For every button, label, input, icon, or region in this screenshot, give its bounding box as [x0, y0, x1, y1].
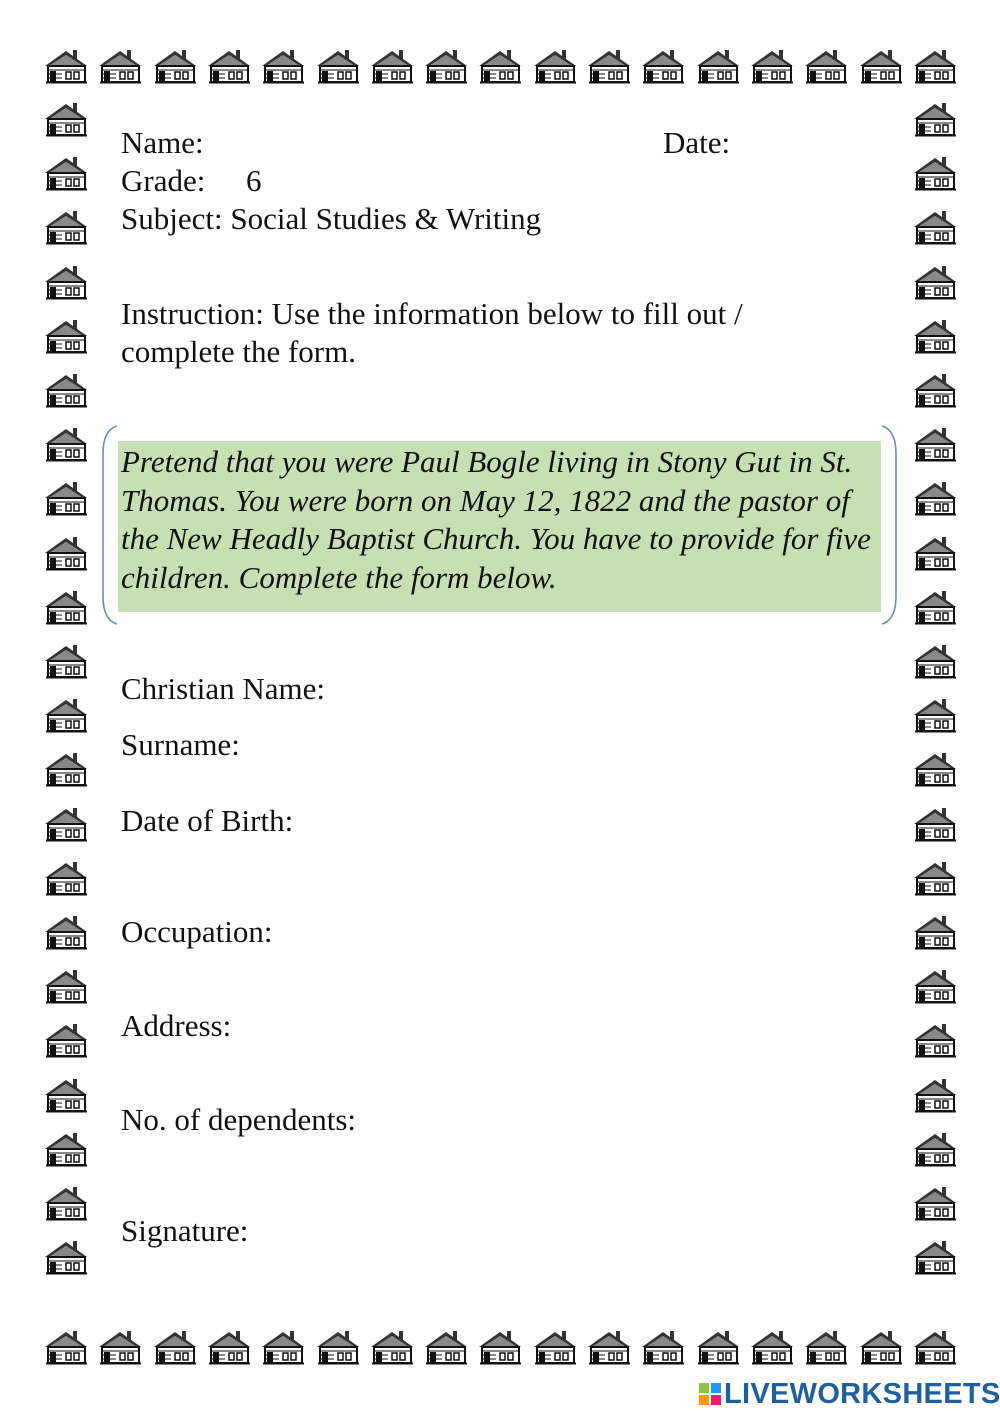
house-icon: [914, 1024, 956, 1057]
house-icon: [45, 428, 87, 461]
house-icon: [534, 1331, 576, 1364]
christian-name-label: Christian Name:: [121, 671, 326, 706]
right-bracket: [879, 424, 899, 626]
house-icon: [914, 482, 956, 515]
instruction-line-2: complete the form.: [121, 334, 356, 369]
house-icon: [805, 1331, 847, 1364]
house-icon: [914, 591, 956, 624]
liveworksheets-logo-icon: [698, 1382, 722, 1406]
house-icon: [860, 50, 902, 83]
house-icon: [914, 211, 956, 244]
house-icon: [914, 537, 956, 570]
house-icon: [642, 50, 684, 83]
house-icon: [751, 50, 793, 83]
house-icon: [45, 808, 87, 841]
house-icon: [642, 1331, 684, 1364]
house-icon: [588, 1331, 630, 1364]
house-icon: [45, 266, 87, 299]
house-icon: [45, 970, 87, 1003]
house-icon: [425, 1331, 467, 1364]
house-icon: [860, 1331, 902, 1364]
house-icon: [208, 1331, 250, 1364]
house-icon: [697, 1331, 739, 1364]
house-icon: [45, 753, 87, 786]
instruction-line-1: Instruction: Use the information below to fill out /: [121, 296, 743, 331]
house-icon: [914, 916, 956, 949]
house-icon: [45, 1024, 87, 1057]
house-icon: [45, 537, 87, 570]
house-icon: [425, 50, 467, 83]
house-icon: [45, 157, 87, 190]
house-icon: [914, 699, 956, 732]
house-icon: [45, 699, 87, 732]
house-icon: [914, 374, 956, 407]
house-icon: [45, 591, 87, 624]
house-icon: [914, 266, 956, 299]
house-icon: [914, 1331, 956, 1364]
house-icon: [45, 1187, 87, 1220]
house-icon: [262, 50, 304, 83]
house-icon: [154, 1331, 196, 1364]
grade-label: Grade:: [121, 163, 206, 198]
left-bracket: [100, 424, 120, 626]
house-icon: [588, 50, 630, 83]
house-icon: [479, 1331, 521, 1364]
house-icon: [45, 916, 87, 949]
house-icon: [45, 50, 87, 83]
house-icon: [208, 50, 250, 83]
house-icon: [99, 50, 141, 83]
address-label: Address:: [121, 1008, 232, 1043]
house-icon: [479, 50, 521, 83]
house-icon: [45, 1241, 87, 1274]
house-icon: [914, 320, 956, 353]
house-icon: [914, 862, 956, 895]
house-icon: [914, 50, 956, 83]
house-icon: [914, 753, 956, 786]
house-icon: [751, 1331, 793, 1364]
house-icon: [45, 320, 87, 353]
house-icon: [914, 428, 956, 461]
subject-line: Subject: Social Studies & Writing: [121, 201, 542, 236]
house-icon: [154, 50, 196, 83]
liveworksheets-watermark: [698, 1376, 1000, 1412]
house-icon: [914, 1079, 956, 1112]
house-icon: [45, 645, 87, 678]
scenario-text: Pretend that you were Paul Bogle living in Stony Gut in St. Thomas. You were born on May 12, 1822 and the pastor of the New Headly Baptist Church. You have to provide for five children. Complete the form below.: [121, 444, 871, 595]
house-icon: [45, 1079, 87, 1112]
house-icon: [45, 482, 87, 515]
occupation-label: Occupation:: [121, 914, 273, 949]
house-icon: [317, 1331, 359, 1364]
name-label: Name:: [121, 125, 204, 160]
house-icon: [45, 103, 87, 136]
house-icon: [371, 1331, 413, 1364]
house-icon: [262, 1331, 304, 1364]
house-icon: [45, 862, 87, 895]
house-icon: [697, 50, 739, 83]
house-icon: [534, 50, 576, 83]
house-icon: [914, 645, 956, 678]
house-icon: [914, 970, 956, 1003]
house-icon: [914, 1241, 956, 1274]
house-icon: [45, 374, 87, 407]
date-label: Date:: [663, 125, 731, 160]
house-icon: [45, 1133, 87, 1166]
house-icon: [914, 103, 956, 136]
date-of-birth-label: Date of Birth:: [121, 803, 294, 838]
house-icon: [914, 808, 956, 841]
watermark-text: LIVEWORKSHEETS: [724, 1377, 1000, 1410]
house-icon: [45, 1331, 87, 1364]
house-icon: [45, 211, 87, 244]
signature-label: Signature:: [121, 1213, 249, 1248]
house-icon: [914, 1133, 956, 1166]
house-icon: [371, 50, 413, 83]
dependents-label: No. of dependents:: [121, 1102, 357, 1137]
house-icon: [99, 1331, 141, 1364]
surname-label: Surname:: [121, 727, 240, 762]
house-icon: [805, 50, 847, 83]
house-icon: [914, 157, 956, 190]
house-icon: [317, 50, 359, 83]
grade-value: 6: [246, 163, 262, 198]
house-icon: [914, 1187, 956, 1220]
